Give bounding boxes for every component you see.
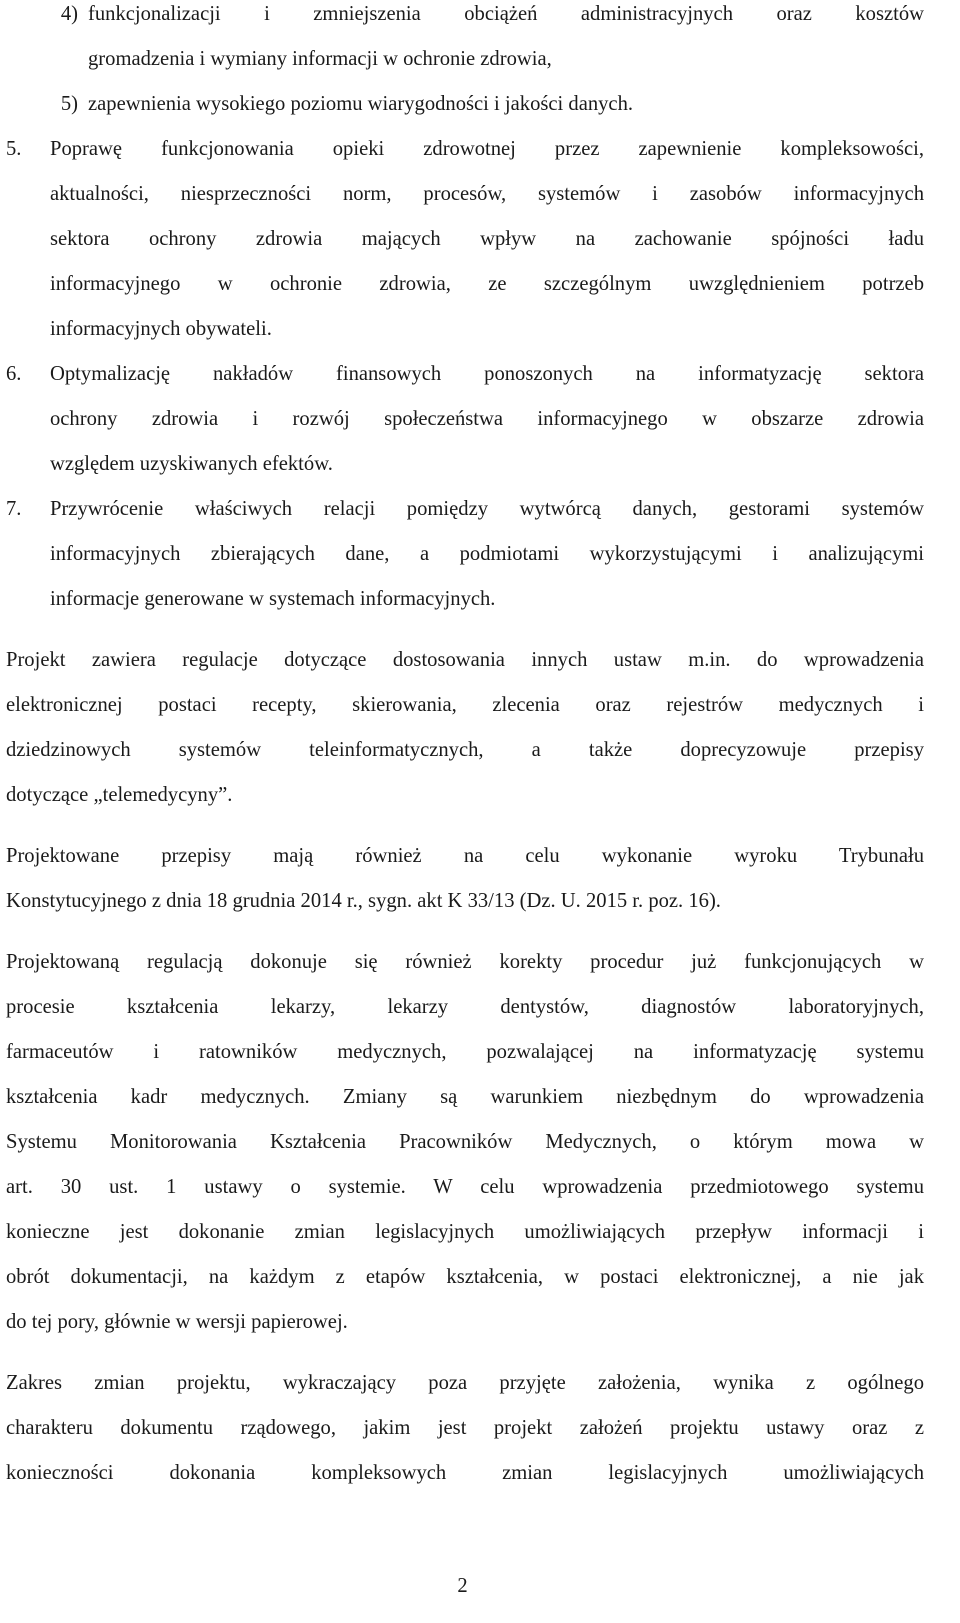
text-line: informacyjnego w ochronie zdrowia, ze szczególnym uwzględnieniem potrzeb bbox=[50, 273, 924, 295]
text-line: Projekt zawiera regulacje dotyczące dostosowania innych ustaw m.in. do wprowadzenia bbox=[6, 649, 924, 671]
sub-list-item bbox=[6, 0, 924, 82]
text-line: ochrony zdrowia i rozwój społeczeństwa informacyjnego w obszarze zdrowia bbox=[50, 408, 924, 430]
text-line: informacyjnych obywateli. bbox=[50, 318, 272, 340]
text-line: sektora ochrony zdrowia mających wpływ na zachowanie spójności ładu bbox=[50, 228, 924, 250]
page-number: 2 bbox=[457, 1575, 468, 1597]
text-line: Projektowane przepisy mają również na celu wykonanie wyroku Trybunału bbox=[6, 845, 924, 867]
main-list-item-number: 7. bbox=[6, 498, 22, 520]
sub-list-item-number: 4) bbox=[60, 3, 78, 25]
document-page bbox=[6, 0, 924, 1496]
text-line: Poprawę funkcjonowania opieki zdrowotnej przez zapewnienie kompleksowości, bbox=[50, 138, 924, 160]
text-line: Optymalizację nakładów finansowych ponoszonych na informatyzację sektora bbox=[50, 363, 924, 385]
main-list-item bbox=[6, 352, 924, 487]
text-line: Konstytucyjnego z dnia 18 grudnia 2014 r., sygn. akt K 33/13 (Dz. U. 2015 r. poz. 16). bbox=[6, 890, 721, 912]
sub-list-item bbox=[6, 82, 924, 127]
main-list-item bbox=[6, 487, 924, 622]
paragraph bbox=[6, 834, 924, 924]
paragraph bbox=[6, 638, 924, 818]
text-line: konieczności dokonania kompleksowych zmian legislacyjnych umożliwiających bbox=[6, 1462, 924, 1484]
main-list-item bbox=[6, 127, 924, 352]
text-line: Zakres zmian projektu, wykraczający poza przyjęte założenia, wynika z ogólnego bbox=[6, 1372, 924, 1394]
sub-list-item-number: 5) bbox=[60, 93, 78, 115]
main-list-item-number: 6. bbox=[6, 363, 22, 385]
text-line: aktualności, niesprzeczności norm, procesów, systemów i zasobów informacyjnych bbox=[50, 183, 924, 205]
text-line: informacyjnych zbierających dane, a podmiotami wykorzystującymi i analizującymi bbox=[50, 543, 924, 565]
text-line: Przywrócenie właściwych relacji pomiędzy wytwórcą danych, gestorami systemów bbox=[50, 498, 924, 520]
text-line: informacje generowane w systemach informacyjnych. bbox=[50, 588, 496, 610]
text-line: farmaceutów i ratowników medycznych, pozwalającej na informatyzację systemu bbox=[6, 1041, 924, 1063]
text-line: procesie kształcenia lekarzy, lekarzy dentystów, diagnostów laboratoryjnych, bbox=[6, 996, 924, 1018]
text-line: względem uzyskiwanych efektów. bbox=[50, 453, 333, 475]
text-line: dziedzinowych systemów teleinformatycznych, a także doprecyzowuje przepisy bbox=[6, 739, 924, 761]
text-line: art. 30 ust. 1 ustawy o systemie. W celu wprowadzenia przedmiotowego systemu bbox=[6, 1176, 924, 1198]
text-line: Systemu Monitorowania Kształcenia Pracowników Medycznych, o którym mowa w bbox=[6, 1131, 924, 1153]
text-line: Projektowaną regulacją dokonuje się również korekty procedur już funkcjonujących w bbox=[6, 951, 924, 973]
text-line: konieczne jest dokonanie zmian legislacyjnych umożliwiających przepływ informacji i bbox=[6, 1221, 924, 1243]
main-list bbox=[6, 127, 924, 622]
text-line: charakteru dokumentu rządowego, jakim jest projekt założeń projektu ustawy oraz z bbox=[6, 1417, 924, 1439]
text-line: zapewnienia wysokiego poziomu wiarygodności i jakości danych. bbox=[88, 93, 634, 115]
sub-list bbox=[6, 0, 924, 127]
text-line: obrót dokumentacji, na każdym z etapów kształcenia, w postaci elektronicznej, a nie jak bbox=[6, 1266, 924, 1288]
main-list-item-number: 5. bbox=[6, 138, 22, 160]
paragraph bbox=[6, 1361, 924, 1496]
text-line: dotyczące „telemedycyny”. bbox=[6, 784, 233, 806]
text-line: funkcjonalizacji i zmniejszenia obciążeń administracyjnych oraz kosztów bbox=[88, 3, 924, 25]
text-line: elektronicznej postaci recepty, skierowania, zlecenia oraz rejestrów medycznych i bbox=[6, 694, 924, 716]
paragraph bbox=[6, 940, 924, 1345]
text-line: kształcenia kadr medycznych. Zmiany są warunkiem niezbędnym do wprowadzenia bbox=[6, 1086, 924, 1108]
text-line: gromadzenia i wymiany informacji w ochronie zdrowia, bbox=[88, 48, 552, 70]
text-line: do tej pory, głównie w wersji papierowej. bbox=[6, 1311, 348, 1333]
